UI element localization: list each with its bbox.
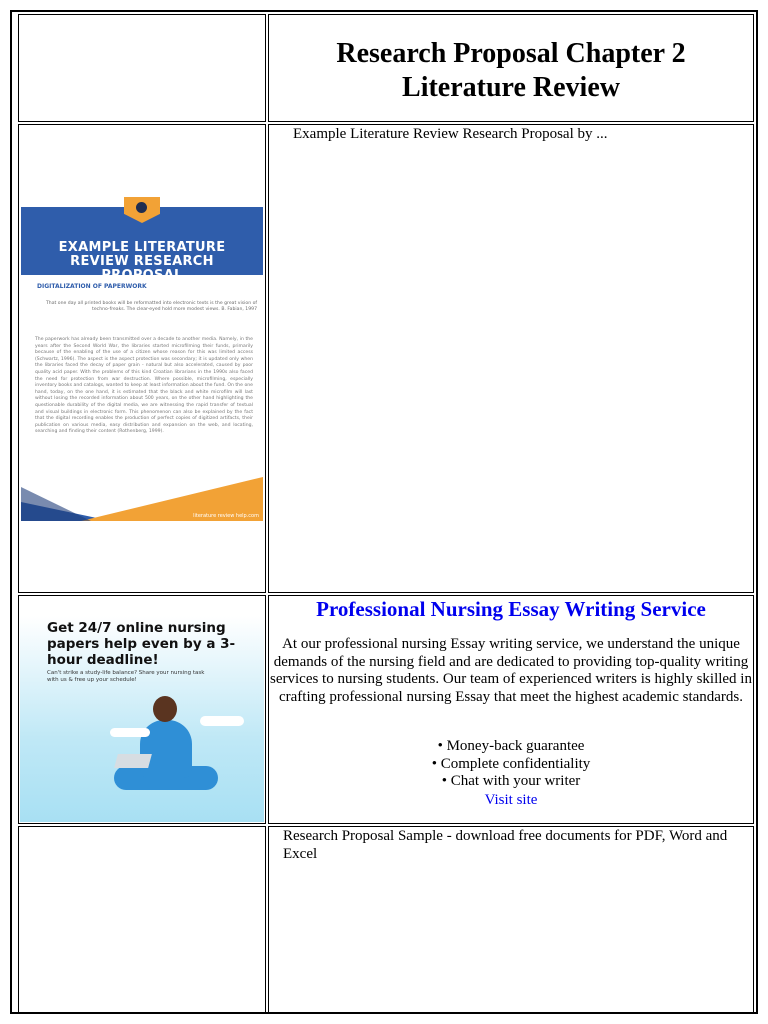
thumbnail-heading-line-1: EXAMPLE LITERATURE [58,240,226,255]
thumbnail-footer-shapes [21,197,263,521]
ad-bullet-3: • Chat with your writer [441,773,581,789]
ad-bullet-3-label: Chat with your writer [450,773,581,789]
thumbnail-body: The paperwork has already been transmitted over a decade to another media. Namely, in the years after the Second World War, the libraries started microfilming their funds, primarily because of the enabling of the use of a citizen whose reason for this was limited access (Schwartz, 1996). The aspect is the aspect protection was secondary; it is updated only when the libraries faced the decay of paper grain - natural but also accelerated, caused by poor quality acid paper. With the problems of this kind Croatian librarians in the 1990s also faced the need for protection from war destruction. Where possible, microfilming, especially inventory books and catalogs, wanted to keep at least information about the fund. On the one hand, today, on the one hand, it is estimated that the black and white microfilm will last without losing the recorded information about 500 years, on the other hand highlighting the questionable durability of the digital media, we are witnessing the rapid transfer of textual and visual buildings in electronic form. This phenomenon can also be explained by the fact that the digital recording enables the production of perfect copies of digitized artifacts, their publication on various media, easy distribution and expansion on the web, and locating, searching and finding their content (Rothenberg, 1999). [35,337,253,435]
certified-badge [110,728,150,737]
literature-review-caption[interactable]: Example Literature Review Research Proposal by ... [293,126,608,142]
ad-image-headline: Get 24/7 online nursing papers help even by a 3-hour deadline! [47,620,236,668]
thumbnail-quote: That one day all printed books will be reformatted into electronic texts is the great vision of techno-freaks. The clear-eyed hold more modest views. B. Fabian, 1997 [46,301,257,312]
ad-bullet-1: • Money-back guarantee [437,738,585,754]
title-line-2: Literature Review [402,72,620,103]
caption-cell [268,124,754,593]
ad-image-subtext: Can't strike a study-life balance? Share your nursing task with us & free up your schedule! [47,670,205,683]
ad-bullet-2-label: Complete confidentiality [440,755,591,772]
thumbnail-subheading: DIGITALIZATION OF PAPERWORK [37,283,147,290]
ad-bullet-1-label: Money-back guarantee [446,738,585,754]
nursing-ad-image[interactable] [20,616,264,822]
thumbnail-cell [18,124,266,593]
title-cell [268,14,754,122]
laptop-icon [114,754,152,768]
thumbnail-footer: literature review help.com [193,513,259,519]
rating-badge [200,716,244,726]
research-proposal-sample-caption[interactable]: Research Proposal Sample - download free documents for PDF, Word and Excel [283,828,728,862]
title-left-cell [18,14,266,122]
nurse-figure-head [153,696,177,722]
ad-text-cell [268,595,754,824]
footer-dark-shape [21,487,91,521]
ad-body: At our professional nursing Essay writing service, we understand the unique demands of the nursing field and are dedicated to providing top-quality writing services to nursing students. Our team of experienced writers is highly skilled in crafting professional nursing Essay that meet the highest academic standards. [270,636,752,705]
ad-heading[interactable]: Professional Nursing Essay Writing Service [316,597,706,621]
visit-site-link[interactable]: Visit site [484,792,538,808]
ad-bullet-2: • Complete confidentiality [431,755,591,772]
title-line-1: Research Proposal Chapter 2 [336,38,686,69]
page-table [10,10,758,1014]
sample-caption-cell [268,826,754,1014]
thumbnail-heading-line-3: PROPOSAL [101,268,183,283]
page-title [269,37,753,105]
thumbnail-heading-line-2: REVIEW RESEARCH [70,254,214,269]
literature-review-thumbnail[interactable] [21,197,263,521]
empty-thumbnail-cell [18,826,266,1014]
ad-image-cell [18,595,266,824]
